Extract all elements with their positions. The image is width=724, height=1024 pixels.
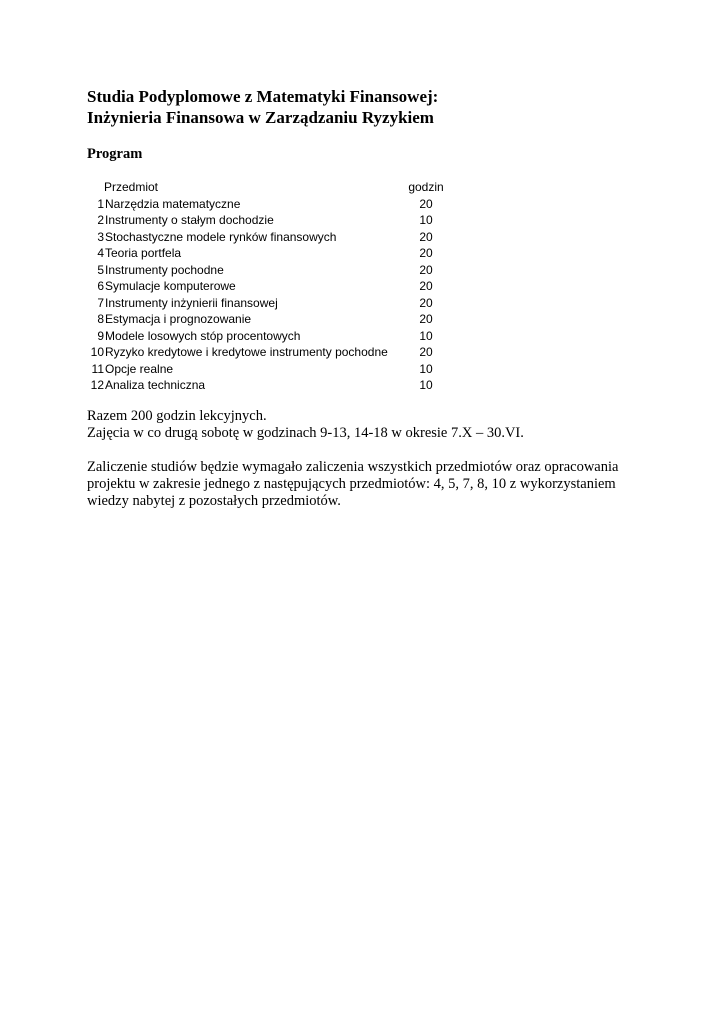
row-hours: 20: [419, 262, 433, 277]
row-subject: Instrumenty inżynierii finansowej: [105, 295, 278, 310]
table-header-row: [87, 179, 467, 196]
row-number: 6: [97, 279, 104, 293]
row-number: 9: [97, 328, 104, 343]
row-number: 5: [97, 262, 104, 277]
row-number: 4: [97, 246, 104, 260]
row-number: 10: [90, 345, 104, 359]
row-hours: 10: [419, 213, 433, 227]
row-subject: Analiza techniczna: [105, 378, 206, 392]
table-row: [87, 361, 467, 378]
row-number: 8: [97, 312, 104, 326]
row-number: 3: [97, 229, 104, 244]
summary-paragraph: [87, 408, 524, 442]
row-hours: 10: [419, 361, 433, 376]
row-number: 2: [97, 213, 104, 227]
row-subject: Ryzyko kredytowe i kredytowe instrumenty pochodne: [105, 345, 388, 359]
row-subject: Opcje realne: [105, 361, 174, 376]
row-hours: 20: [419, 312, 433, 326]
summary-line-2: Zajęcia w co drugą sobotę w godzinach 9-13, 14-18 w okresie 7.X – 30.VI.: [87, 425, 524, 441]
row-subject: Instrumenty o stałym dochodzie: [105, 213, 274, 227]
row-hours: 20: [419, 229, 433, 244]
row-subject: Teoria portfela: [105, 246, 182, 260]
table-row: [87, 196, 467, 213]
row-number: 12: [90, 378, 104, 392]
table-row: [87, 328, 467, 345]
row-subject: Estymacja i prognozowanie: [105, 312, 252, 326]
row-hours: 20: [419, 279, 433, 293]
program-table: [87, 179, 467, 394]
completion-line-3: wiedzy nabytej z pozostałych przedmiotów.: [87, 493, 341, 509]
row-hours: 20: [419, 295, 433, 310]
row-hours: 10: [419, 328, 433, 343]
table-body: [87, 196, 467, 394]
column-header-hours: godzin: [408, 180, 444, 194]
document-title: [87, 86, 438, 128]
row-number: 11: [91, 361, 104, 376]
row-subject: Symulacje komputerowe: [105, 279, 236, 293]
table-row: [87, 229, 467, 246]
completion-line-2: projektu w zakresie jednego z następujących przedmiotów: 4, 5, 7, 8, 10 z wykorzystaniem: [87, 476, 616, 492]
row-hours: 20: [419, 345, 433, 359]
summary-line-1: Razem 200 godzin lekcyjnych.: [87, 408, 267, 424]
row-hours: 10: [419, 378, 433, 392]
row-number: 1: [97, 196, 104, 211]
table-row: [87, 295, 467, 312]
row-hours: 20: [419, 196, 433, 211]
row-number: 7: [97, 295, 104, 310]
column-header-subject: Przedmiot: [104, 180, 159, 194]
row-subject: Stochastyczne modele rynków finansowych: [105, 229, 337, 244]
completion-line-1: Zaliczenie studiów będzie wymagało zaliczenia wszystkich przedmiotów oraz opracowania: [87, 459, 619, 475]
table-row: [87, 311, 467, 328]
title-line-1: Studia Podyplomowe z Matematyki Finansowej:: [87, 87, 439, 106]
table-row: [87, 262, 467, 279]
table-row: [87, 212, 467, 229]
table-row: [87, 344, 467, 361]
completion-paragraph: [87, 459, 618, 510]
table-row: [87, 245, 467, 262]
row-subject: Instrumenty pochodne: [105, 262, 224, 277]
row-subject: Modele losowych stóp procentowych: [105, 328, 301, 343]
program-heading: Program: [87, 146, 143, 162]
table-row: [87, 278, 467, 295]
title-line-2: Inżynieria Finansowa w Zarządzaniu Ryzykiem: [87, 108, 434, 127]
table-row: [87, 377, 467, 394]
row-subject: Narzędzia matematyczne: [105, 196, 241, 211]
row-hours: 20: [419, 246, 433, 260]
